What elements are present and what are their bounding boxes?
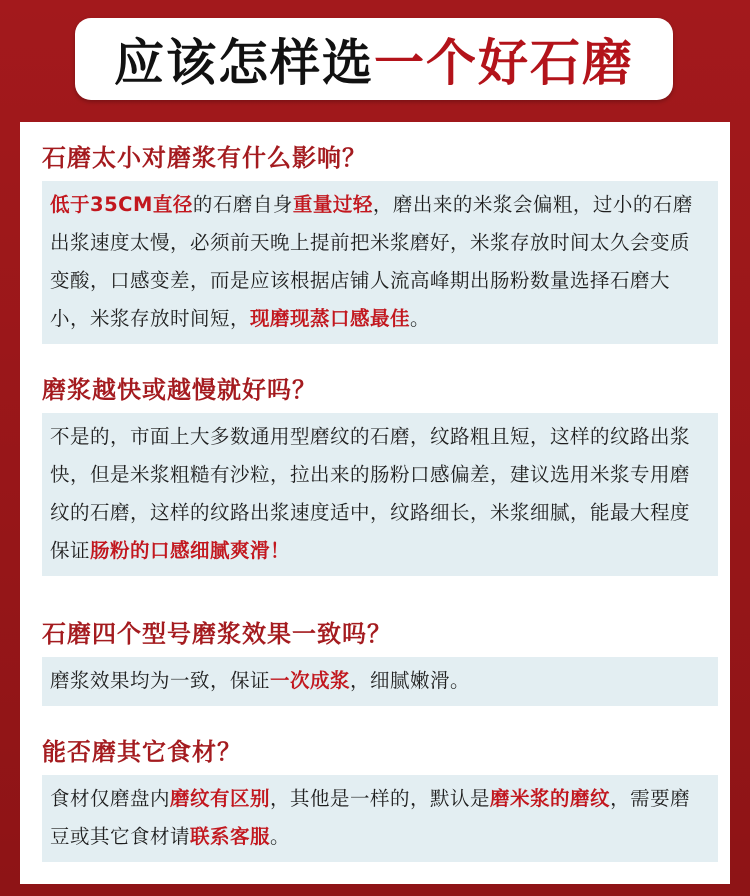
answer-text bbox=[42, 181, 718, 344]
qa-section-size bbox=[42, 138, 718, 344]
answer-segment: 。 bbox=[410, 307, 431, 330]
answer-segment: ，其他是一样的，默认是 bbox=[270, 787, 491, 810]
answer-text bbox=[42, 413, 718, 576]
highlighted-text: 低于35CM直径 bbox=[50, 193, 193, 216]
answer-text bbox=[42, 775, 718, 862]
question-heading: 石磨四个型号磨浆效果一致吗？ bbox=[42, 620, 392, 648]
highlighted-text: 一次成浆 bbox=[270, 669, 351, 692]
title-part-black: 应该怎样选 bbox=[114, 34, 374, 92]
content-panel bbox=[20, 122, 730, 884]
answer-segment: ，需要磨豆或其它食材请 bbox=[50, 787, 691, 848]
question-heading: 能否磨其它食材？ bbox=[42, 738, 242, 766]
highlighted-text: 肠粉的口感细腻爽滑！ bbox=[90, 539, 291, 562]
question-heading: 磨浆越快或越慢就好吗？ bbox=[42, 376, 317, 404]
qa-section-models bbox=[42, 614, 718, 706]
answer-segment: 。 bbox=[270, 825, 291, 848]
answer-segment: 食材仅磨盘内 bbox=[50, 787, 171, 810]
answer-text bbox=[42, 657, 718, 706]
highlighted-text: 重量过轻 bbox=[292, 193, 373, 216]
qa-section-speed bbox=[42, 370, 718, 576]
answer-segment: 磨浆效果均为一致，保证 bbox=[50, 669, 271, 692]
highlighted-text: 磨米浆的磨纹 bbox=[490, 787, 611, 810]
qa-section-ingredients bbox=[42, 732, 718, 862]
highlighted-text: 联系客服 bbox=[190, 825, 271, 848]
title-banner bbox=[75, 18, 673, 100]
title-part-red: 一个好石磨 bbox=[374, 34, 634, 92]
answer-segment: 的石磨自身 bbox=[192, 193, 293, 216]
answer-segment: 不是的，市面上大多数通用型磨纹的石磨，纹路粗且短，这样的纹路出浆快，但是米浆粗糙有沙粒，拉出来的肠粉口感偏差，建议选用米浆专用磨纹的石磨，这样的纹路出浆速度适中，纹路细长，米浆细腻，能最大程度保证 bbox=[50, 425, 691, 562]
answer-segment: ，细腻嫩滑。 bbox=[350, 669, 471, 692]
highlighted-text: 磨纹有区别 bbox=[170, 787, 271, 810]
highlighted-text: 现磨现蒸口感最佳 bbox=[250, 307, 411, 330]
answer-segment: ，磨出来的米浆会偏粗，过小的石磨出浆速度太慢，必须前天晚上提前把米浆磨好，米浆存放时间太久会变质变酸，口感变差，而是应该根据店铺人流高峰期出肠粉数量选择石磨大小，米浆存放时间短， bbox=[50, 193, 693, 330]
question-heading: 石磨太小对磨浆有什么影响？ bbox=[42, 144, 367, 172]
